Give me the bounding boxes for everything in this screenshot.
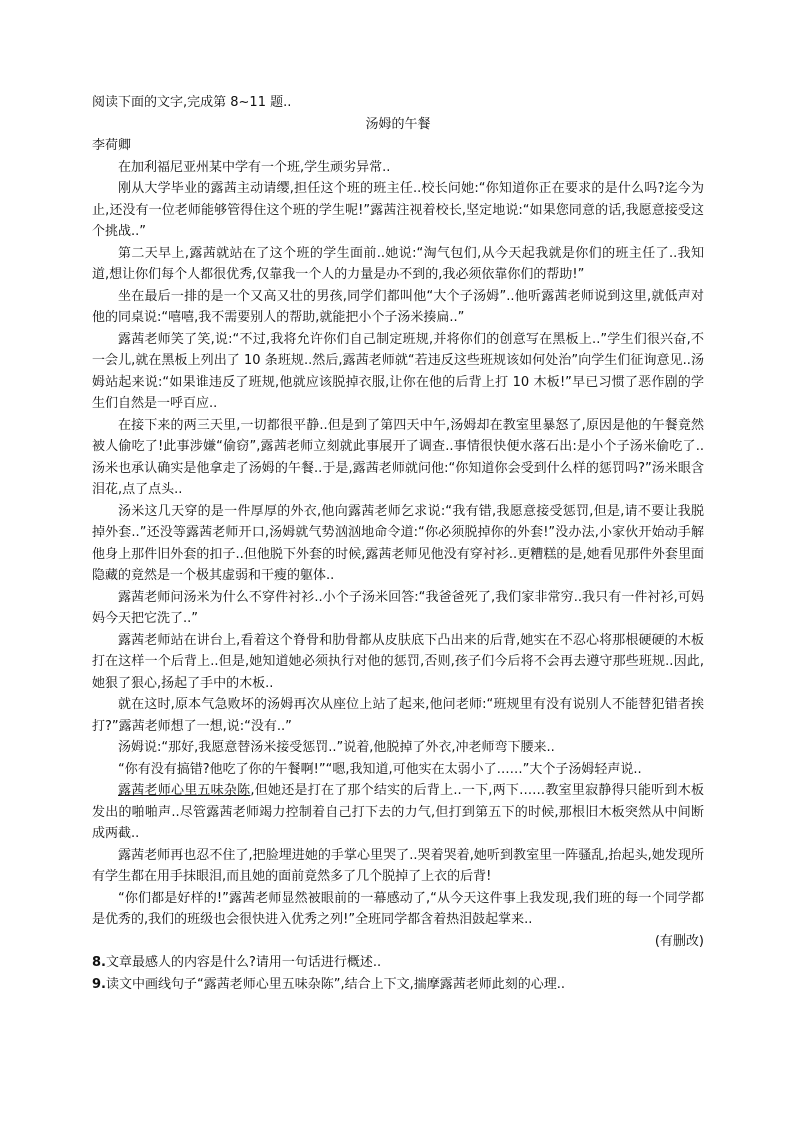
paragraph: 第二天早上,露茜就站在了这个班的学生面前..她说:“淘气包们,从今天起我就是你们的班主任了..我知道,想让你们每个人都很优秀,仅靠我一个人的力量是办不到的,我必须依靠你们的帮助!”: [92, 245, 704, 282]
paragraph: 露茜老师站在讲台上,看着这个脊骨和肋骨都从皮肤底下凸出来的后背,她实在不忍心将那根硬硬的木板打在这样一个后背上..但是,她知道她必须执行对他的惩罚,否则,孩子们今后将不会再去遵守那些班规..因此,她狠了狠心,扬起了手中的木板..: [92, 632, 704, 691]
paragraph: 坐在最后一排的是一个又高又壮的男孩,同学们都叫他“大个子汤姆”..他听露茜老师说到这里,就低声对他的同桌说:“嘻嘻,我不需要别人的帮助,就能把小个子汤米揍扁..”: [92, 288, 704, 325]
question-number: 9.: [92, 976, 106, 992]
paragraph: “你有没有搞错?他吃了你的午餐啊!”“嗯,我知道,可他实在太弱小了……”大个子汤姆轻声说..: [118, 761, 642, 777]
paragraph: “你们都是好样的!”露茜老师显然被眼前的一幕感动了,“从今天这件事上我发现,我们班的每一个同学都是优秀的,我们的班级也会很快进入优秀之列!”全班同学都含着热泪鼓起掌来..: [92, 890, 704, 927]
paragraph-underlined-sentence: 露茜老师心里五味杂陈,但她还是打在了那个结实的后背上..一下,两下……教室里寂静得只能听到木板发出的啪啪声..尽管露茜老师竭力控制着自己打下去的力气,但打到第五下的时候,那根旧木板突然从中间断成两截..: [92, 783, 704, 841]
paragraph: 露茜老师再也忍不住了,把脸埋进她的手掌心里哭了..哭着哭着,她听到教室里一阵骚乱,抬起头,她发现所有学生都在用手抹眼泪,而且她的面前竟然多了几个脱掉了上衣的后背!: [92, 847, 704, 884]
underlined-sentence: 露茜老师心里五味杂陈: [118, 783, 251, 798]
paragraph: 在加利福尼亚州某中学有一个班,学生顽劣异常..: [118, 159, 391, 175]
paragraph: 露茜老师笑了笑,说:“不过,我将允许你们自己制定班规,并将你们的创意写在黑板上..”学生们很兴奋,不一会儿,就在黑板上列出了 10 条班规..然后,露茜老师就“若违反这些班规该如何处治”向学生们征询意见..汤姆站起来说:“如果谁违反了班规,他就应该脱掉衣服,让你在他的后背上打 10 木板!”早已习惯了恶作剧的学生们自然是一呼百应..: [92, 331, 704, 411]
paragraph: 在接下来的两三天里,一切都很平静..但是到了第四天中午,汤姆却在教室里暴怒了,原因是他的午餐竟然被人偷吃了!此事涉嫌“偷窃”,露茜老师立刻就此事展开了调查..事情很快便水落石出:是小个子汤米偷吃了..汤米也承认确实是他拿走了汤姆的午餐..于是,露茜老师就问他:“你知道你会受到什么样的惩罚吗?”汤米眼含泪花,点了点头..: [92, 417, 704, 497]
question-8: [92, 952, 704, 974]
source-note: (有删改): [654, 933, 704, 949]
article-title: 汤姆的午餐: [365, 116, 431, 132]
paragraph: 汤姆说:“那好,我愿意替汤米接受惩罚..”说着,他脱掉了外衣,冲老师弯下腰来..: [118, 740, 555, 755]
question-text: 文章最感人的内容是什么?请用一句话进行概述..: [105, 955, 382, 970]
reading-instruction: 阅读下面的文字,完成第 8~11 题..: [92, 95, 292, 110]
article-author: 李荷卿: [92, 138, 132, 153]
question-text: 读文中画线句子“露茜老师心里五味杂陈”,结合上下文,揣摩露茜老师此刻的心理..: [105, 976, 565, 992]
paragraph: 就在这时,原本气急败坏的汤姆再次从座位上站了起来,他问老师:“班规里有没有说别人不能替犯错者挨打?”露茜老师想了一想,说:“没有..”: [92, 697, 704, 734]
question-number: 8.: [92, 955, 106, 970]
article-body: [92, 157, 704, 931]
document-page: [92, 92, 704, 995]
paragraph: 露茜老师问汤米为什么不穿件衬衫..小个子汤米回答:“我爸爸死了,我们家非常穷..我只有一件衬衫,可妈妈今天把它洗了..”: [92, 589, 704, 626]
paragraph: 刚从大学毕业的露茜主动请缨,担任这个班的班主任..校长问她:“你知道你正在要求的是什么吗?迄今为止,还没有一位老师能够管得住这个班的学生呢!”露茜注视着校长,坚定地说:“如果您同意的话,我愿意接受这个挑战..”: [92, 181, 704, 239]
question-9: [92, 974, 704, 996]
paragraph: 汤米这几天穿的是一件厚厚的外衣,他向露茜老师乞求说:“我有错,我愿意接受惩罚,但是,请不要让我脱掉外套..”还没等露茜老师开口,汤姆就气势汹汹地命令道:“你必须脱掉你的外套!”没办法,小家伙开始动手解他身上那件旧外套的扣子..但他脱下外套的时候,露茜老师见他没有穿衬衫..更糟糕的是,她看见那件外套里面隐藏的竟然是一个极其虚弱和干瘦的躯体..: [92, 503, 704, 583]
